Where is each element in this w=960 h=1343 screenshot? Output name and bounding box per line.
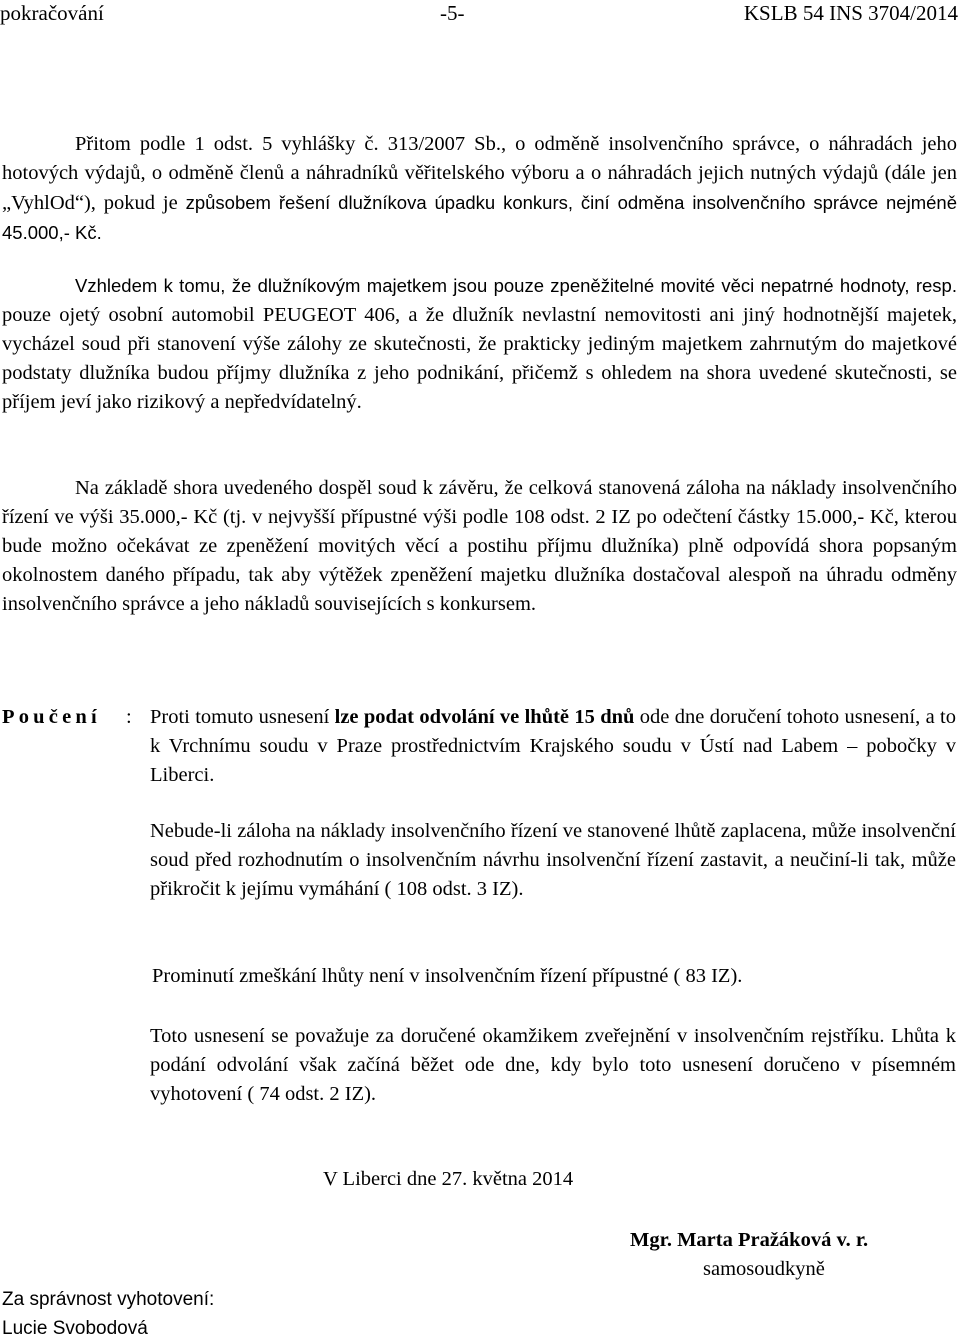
judge-name: Mgr. Marta Pražáková v. r. bbox=[630, 1229, 869, 1251]
paragraph-debtor-assets bbox=[2, 271, 957, 417]
instruction-appeal-text-a: Proti tomuto usnesení bbox=[150, 706, 335, 728]
paragraph-conclusion: Na základě shora uvedeného dospěl soud k závěru, že celková stanovená záloha na náklady insolvenčního řízení ve výši 35.000,- Kč (tj. v nejvyšší přípustné výši podle 108 odst. 2 IZ po odečtení částky 15.000,- Kč, kterou bude možno očekávat ze zpeněžení movitých věcí a postihu příjmu dlužníka) plně odpovídá shora popsaným okolnostem daného případu, tak aby výtěžek zpeněžení majetku dlužníka dostačoval alespoň na úhradu odměny insolvenčního správce a jeho nákladů souvisejících s konkursem. bbox=[2, 477, 957, 615]
header-continuation: pokračování bbox=[0, 1, 104, 25]
copy-certification-label: Za správnost vyhotovení: bbox=[2, 1289, 215, 1310]
instruction-delivery: Toto usnesení se považuje za doručené okamžikem zveřejnění v insolvenčním rejstříku. Lhůta k podání odvolání však začíná běžet ode dne, kdy bylo toto usnesení doručeno v písemném vyhotovení ( 74 odst. 2 IZ). bbox=[150, 1025, 956, 1105]
judge-role: samosoudkyně bbox=[703, 1258, 825, 1280]
case-number: KSLB 54 INS 3704/2014 bbox=[743, 1, 958, 25]
paragraph-assets-text-a: Vzhledem k tomu, že dlužníkovým majetkem jsou pouze zpeněžitelné movité věci nepatrné hodnoty, resp. bbox=[75, 275, 957, 296]
paragraph-fee-text-a: Přitom podle bbox=[75, 133, 186, 155]
instruction-appeal-deadline: lze podat odvolání ve lhůtě 15 dnů bbox=[334, 706, 635, 728]
instruction-label: Poučení bbox=[2, 706, 101, 728]
page-header bbox=[0, 0, 960, 28]
paragraph-assets-text-b: pouze ojetý osobní automobil PEUGEOT 406, a že dlužník nevlastní nemovitosti ani jiný hodnotnější majetek, vycházel soud při stanovení výše zálohy ze skutečnosti, že prakticky jediným majetkem zahrnutým do majetkové podstaty dlužníka budou příjmy dlužníka z jeho podnikání, přičemž s ohledem na shora uvedené skutečnosti, se příjem jeví jako rizikový a nepředvídatelný. bbox=[2, 304, 957, 413]
instruction-deadline-waiver: Prominutí zmeškání lhůty není v insolvenčním řízení přípustné ( 83 IZ). bbox=[152, 965, 743, 987]
paragraph-fee-text-c: způsobem řešení dlužníkova úpadku konkurs, činí odměna insolvenčního správce nejméně 45.000,- Kč. bbox=[2, 192, 957, 243]
instruction-advance-payment: Nebude-li záloha na náklady insolvenčního řízení ve stanovené lhůtě zaplacena, může insolvenční soud před rozhodnutím o insolvenčním návrhu insolvenční řízení zastavit, a neučiní-li tak, může přikročit k jejímu vymáhání ( 108 odst. 3 IZ). bbox=[150, 820, 956, 900]
copy-certification-name: Lucie Svobodová bbox=[2, 1318, 148, 1339]
page-number: -5- bbox=[440, 1, 465, 25]
instruction-colon: : bbox=[126, 706, 132, 728]
instruction-appeal-text-b: ode dne doručení tohoto usnesení, a to k Vrchnímu soudu v Praze prostřednictvím Krajského soudu v Ústí nad Labem – pobočky v Liberci. bbox=[150, 706, 956, 786]
paragraph-fee-regulation bbox=[2, 130, 957, 248]
place-and-date: V Liberci dne 27. května 2014 bbox=[323, 1168, 574, 1190]
paragraph-fee-text-b: 1 odst. 5 vyhlášky č. 313/2007 Sb., o odměně insolvenčního správce, o náhradách jeho hotových výdajů, o odměně členů a náhradníků věřitelského výboru a o náhradách jejich nutných výdajů (dále jen „VyhlOd“), pokud je bbox=[2, 133, 958, 214]
instruction-appeal bbox=[150, 703, 956, 790]
